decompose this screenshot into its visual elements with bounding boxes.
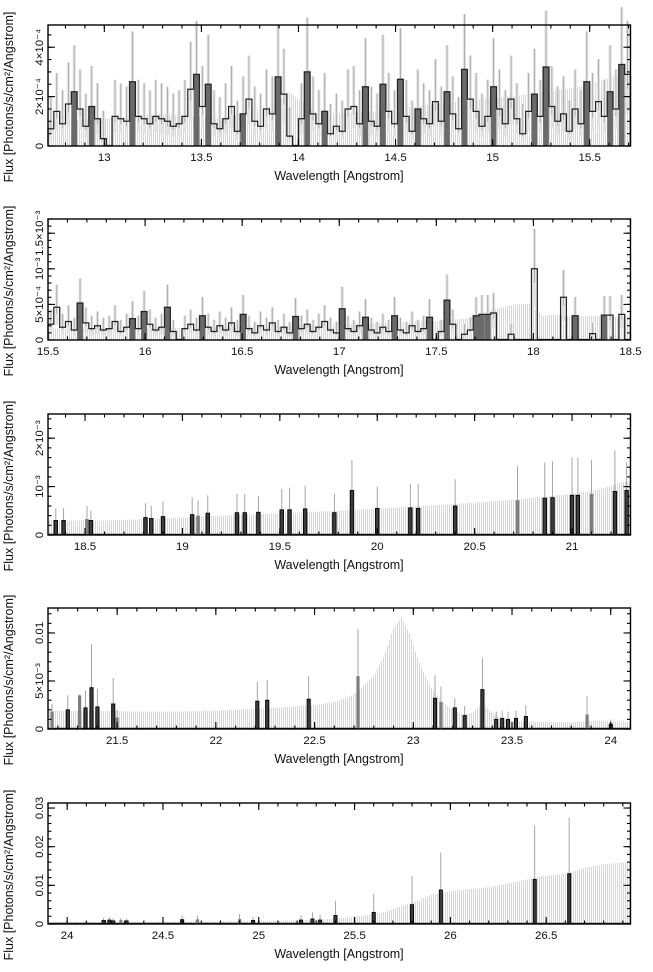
x-tick-label: 26	[443, 929, 457, 942]
filled-bin	[362, 87, 368, 146]
y-tick-label: 0	[34, 142, 47, 150]
data-bar	[551, 497, 554, 534]
data-bar	[150, 518, 153, 534]
data-bar	[481, 690, 484, 729]
filled-bin	[415, 109, 421, 146]
data-bar	[416, 508, 419, 534]
x-tick-label: 25	[252, 929, 266, 942]
data-bar	[78, 696, 81, 729]
x-axis-label: Wavelength [Angstrom]	[274, 363, 404, 378]
filled-bin	[165, 308, 171, 341]
data-bar	[533, 879, 536, 923]
x-tick-label: 16.5	[230, 346, 254, 359]
data-bar	[85, 519, 88, 534]
filled-bin	[240, 114, 246, 146]
data-bar	[568, 873, 571, 923]
data-bar	[196, 515, 199, 534]
y-axis-label: Flux [Photons/s/cm²/Angstrom]	[2, 594, 17, 766]
x-tick-label: 20.5	[463, 540, 486, 553]
x-tick-label: 13	[97, 151, 111, 164]
x-axis-label: Wavelength [Angstrom]	[274, 946, 404, 961]
data-bar	[307, 699, 310, 728]
x-tick-label: 17.5	[425, 346, 448, 359]
x-tick-label: 23	[406, 735, 420, 748]
data-bar	[625, 490, 628, 534]
filled-bin	[543, 67, 549, 146]
x-tick-label: 22.5	[303, 735, 326, 748]
data-bar	[299, 920, 302, 923]
data-bar	[514, 719, 517, 729]
filled-bin	[339, 309, 345, 340]
data-bar	[280, 510, 283, 535]
data-bar	[125, 920, 128, 922]
y-tick-label: 0.01	[34, 621, 47, 645]
filled-bin	[485, 315, 491, 341]
filled-bin	[293, 317, 299, 340]
filled-bin	[205, 84, 211, 146]
filled-bin	[130, 319, 136, 340]
x-tick-label: 14	[292, 151, 305, 164]
filled-bin	[462, 69, 468, 146]
data-bar	[90, 688, 93, 729]
data-bar	[257, 512, 260, 534]
data-bar	[112, 704, 115, 728]
filled-bin	[491, 87, 497, 146]
data-bar	[576, 495, 579, 534]
y-tick-label: 0.02	[34, 835, 47, 858]
data-bar	[439, 890, 442, 923]
data-bar	[112, 920, 115, 922]
filled-bin	[194, 74, 200, 146]
spectrum-panel-1	[0, 0, 653, 194]
y-tick-label: 0.01	[34, 873, 47, 897]
x-axis-label: Wavelength [Angstrom]	[274, 752, 404, 767]
y-tick-label: 4×10⁻⁴	[34, 28, 47, 66]
x-tick-label: 14.5	[384, 151, 407, 164]
x-tick-label: 18	[527, 346, 540, 359]
x-tick-label: 24	[60, 929, 74, 942]
filled-bin	[572, 316, 578, 340]
filled-bin	[444, 300, 450, 340]
x-tick-label: 19.5	[268, 540, 292, 553]
data-bar	[319, 920, 322, 923]
data-bar	[613, 491, 616, 534]
x-tick-label: 13.5	[190, 151, 213, 164]
filled-bin	[619, 64, 625, 145]
data-bar	[190, 514, 193, 534]
y-axis-label: Flux [Photons/s/cm²/Angstrom]	[2, 11, 17, 183]
y-axis-label: Flux [Photons/s/cm²/Angstrom]	[2, 400, 17, 572]
y-tick-label: 0	[34, 920, 47, 927]
x-axis-label: Wavelength [Angstrom]	[274, 168, 404, 183]
x-tick-label: 16	[138, 346, 152, 359]
filled-bin	[363, 318, 369, 341]
data-bar	[453, 506, 456, 534]
data-bar	[524, 717, 527, 729]
y-tick-label: 5×10⁻³	[34, 663, 47, 700]
data-bar	[495, 720, 498, 729]
filled-bin	[130, 82, 136, 146]
x-axis-label: Wavelength [Angstrom]	[274, 557, 404, 572]
data-bar	[303, 509, 306, 534]
data-bar	[235, 512, 238, 534]
data-bar	[439, 702, 442, 728]
filled-bin	[607, 92, 613, 146]
x-tick-label: 24.5	[151, 929, 175, 942]
data-bar	[50, 712, 53, 729]
filled-bin	[380, 84, 386, 146]
y-axis-label: Flux [Photons/s/cm²/Angstrom]	[2, 206, 17, 377]
filled-bin	[479, 315, 485, 341]
filled-bin	[601, 315, 607, 340]
y-tick-label: 0	[34, 725, 47, 733]
data-bar	[66, 710, 69, 729]
y-tick-label: 2×10⁻³	[34, 420, 47, 456]
data-bar	[433, 698, 436, 728]
filled-bin	[89, 106, 95, 145]
filled-bin	[392, 316, 398, 340]
panel-3-plot	[0, 389, 653, 583]
data-bar	[102, 920, 105, 923]
spectrum-panel-4	[0, 583, 653, 777]
panel-2-plot	[0, 194, 653, 388]
data-bar	[543, 498, 546, 534]
x-tick-label: 18.5	[73, 540, 97, 553]
data-bar	[54, 520, 57, 534]
filled-bin	[275, 77, 281, 146]
panel-4-plot	[0, 583, 653, 777]
x-tick-label: 22	[209, 735, 223, 748]
y-tick-label: 0	[34, 531, 47, 538]
filled-bin	[77, 303, 83, 340]
y-tick-label: 1.5×10⁻³	[34, 210, 47, 257]
data-bar	[84, 708, 87, 728]
data-bar	[463, 716, 466, 729]
data-bar	[266, 700, 269, 728]
filled-bin	[200, 316, 206, 340]
data-bar	[144, 517, 147, 534]
x-tick-label: 15.5	[36, 346, 60, 359]
x-tick-label: 15.5	[578, 151, 601, 164]
data-bar	[196, 919, 199, 923]
x-tick-label: 17	[332, 346, 346, 359]
x-tick-label: 21.5	[105, 735, 129, 748]
filled-bin	[427, 318, 433, 341]
spectrum-panel-3	[0, 389, 653, 583]
data-bar	[206, 513, 209, 534]
filled-bin	[397, 79, 403, 146]
panel-5-plot	[0, 778, 653, 972]
y-tick-label: 0	[34, 337, 47, 344]
x-tick-label: 21	[565, 540, 579, 553]
filled-bin	[584, 82, 590, 146]
filled-bin	[141, 312, 147, 340]
data-bar	[96, 707, 99, 728]
y-tick-label: 10⁻³	[34, 257, 47, 281]
y-axis-label: Flux [Photons/s/cm²/Angstrom]	[2, 789, 17, 960]
x-tick-label: 19	[176, 540, 189, 553]
filled-bin	[240, 315, 246, 341]
data-bar	[506, 720, 509, 729]
data-bar	[516, 500, 519, 534]
y-tick-label: 10⁻³	[34, 475, 47, 498]
filled-bin	[71, 92, 77, 146]
data-bar	[356, 676, 359, 728]
data-bar	[62, 520, 65, 534]
filled-bin	[531, 94, 537, 146]
data-bar	[256, 701, 259, 728]
data-bar	[89, 520, 92, 534]
x-tick-label: 15	[486, 151, 500, 164]
data-bar	[590, 494, 593, 534]
data-bar	[119, 920, 122, 923]
panel-1-plot	[0, 0, 653, 194]
x-tick-label: 24	[604, 735, 618, 748]
x-tick-label: 18.5	[619, 346, 642, 359]
filled-bin	[322, 111, 328, 146]
filled-bin	[473, 316, 479, 340]
x-tick-label: 20	[370, 540, 384, 553]
y-tick-label: 2×10⁻⁴	[34, 78, 47, 116]
data-bar	[501, 719, 504, 729]
x-tick-label: 25.5	[343, 929, 366, 942]
data-bar	[585, 715, 588, 729]
y-tick-label: 5×10⁻⁴	[34, 286, 47, 324]
data-bar	[252, 920, 255, 923]
data-bar	[288, 510, 291, 535]
data-bar	[453, 708, 456, 728]
filled-bin	[304, 72, 310, 146]
data-bar	[333, 512, 336, 534]
filled-bin	[444, 92, 450, 146]
data-bar	[108, 920, 111, 923]
spectrum-panel-2	[0, 194, 653, 388]
data-bar	[311, 919, 314, 923]
data-bar	[243, 512, 246, 534]
data-bar	[409, 508, 412, 534]
data-bar	[350, 490, 353, 534]
spectrum-panel-5	[0, 778, 653, 972]
x-tick-label: 23.5	[500, 735, 524, 748]
y-tick-label: 0.03	[34, 796, 47, 819]
x-tick-label: 26.5	[535, 929, 558, 942]
